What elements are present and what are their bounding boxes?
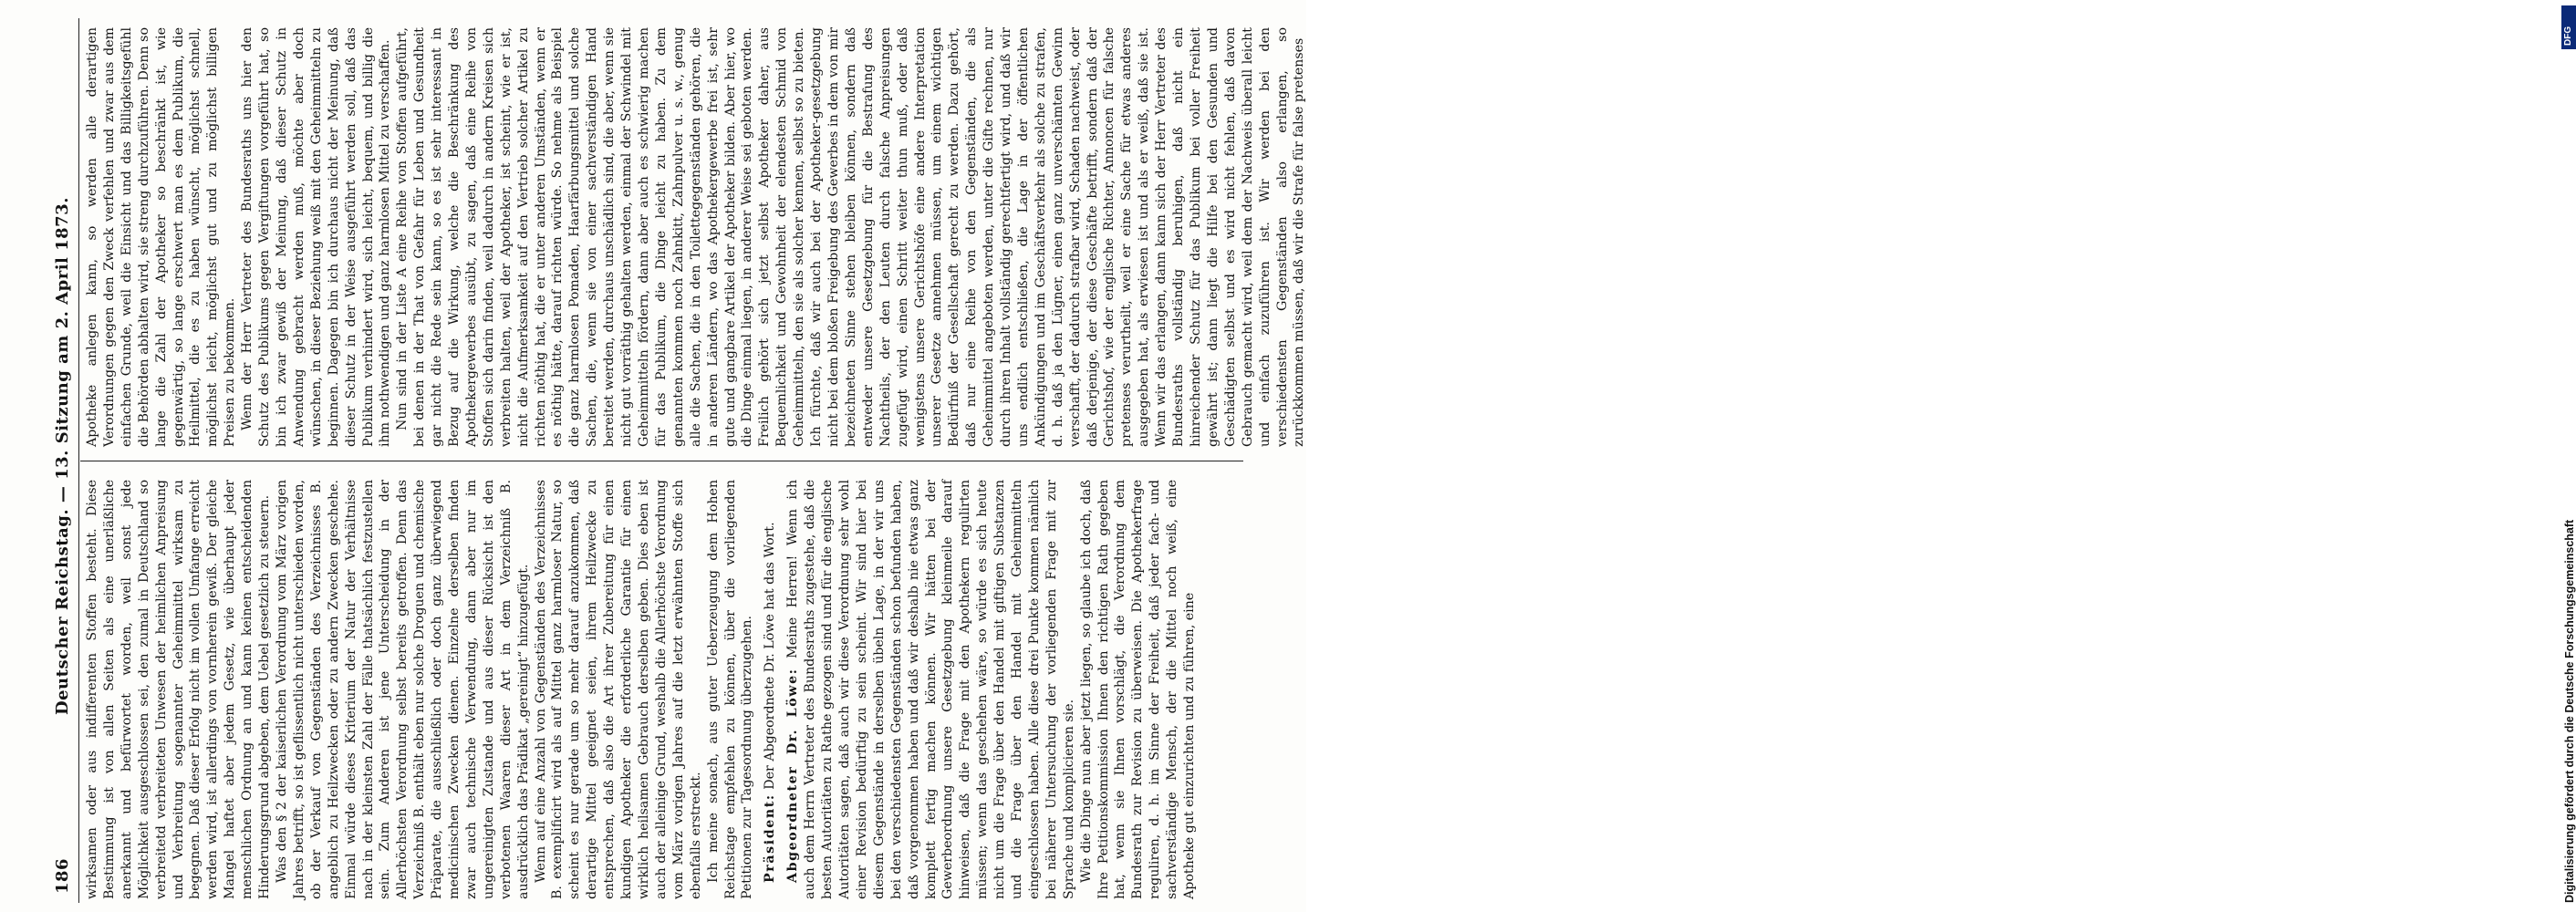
paragraph bbox=[239, 27, 394, 447]
paragraph bbox=[705, 480, 757, 899]
digitization-strip bbox=[1273, 0, 2576, 912]
paragraph-text: Wie die Dinge nun aber jetzt liegen, so glaube ich doch, daß Ihre Petitionskommission Ihnen den richtigen Rath gegeben hat, wenn sie Ihnen vorschlägt, die Verordnung dem Bundesrath zur Revision zu überweisen. Die Apothekerfrage reguliren, d. h. im Sinne der Freiheit, daß jeder fach- und sachverständige Mensch, der die Mittel noch weiß, eine Apotheke gut einzurichten und zu führen, eine bbox=[1078, 480, 1198, 899]
paragraph bbox=[274, 480, 533, 899]
paragraph-text: Ich meine sonach, aus guter Ueberzeugung dem Hohen Reichstage empfehlen zu können, über die vorliegenden Petitionen zur Tagesordnung überzugehen. bbox=[705, 480, 755, 899]
left-text-column bbox=[84, 480, 1233, 899]
running-title: Deutscher Reichstag. — 13. Sitzung am 2. April 1873. bbox=[53, 197, 72, 715]
dfg-logo: DFG bbox=[2561, 5, 2576, 49]
paragraph bbox=[394, 27, 1308, 447]
paragraph bbox=[762, 480, 779, 899]
paragraph bbox=[784, 480, 1077, 899]
paragraph-text: Nun sind in der Liste A eine Reihe von Stoffen aufgeführt, bei denen in der That von Gefahr für Leben und Gesundheit gar nicht die Rede sein kann, so es ist sehr interessant in Bezug auf die Wirkung, welche die Beschränkung des Apothekergewerbes ausübt, zu sagen, daß eine Reihe von Stoffen sich darin finden, weil dadurch in andern Kreisen sich verbreiten halten, weil der Apotheker, ist scheint, wie er ist, nicht die Aufmerksamkeit auf den Vertrieb solcher Artikel zu richten nöthig hat, die er unter anderen Umständen, wenn er es nöthig hätte, darauf richten würde. So nehme als Beispiel die ganz harmlosen Pomaden, Haarfärbungsmittel und solche Sachen, die, wenn sie von einer sachverständigen Hand bereitet werden, durchaus unschädlich sind, die aber, wenn sie nicht gut vorräthig gehalten werden, einmal der Schwindel mit Geheimmitteln fördern, dann aber auch es schwierig machen für das Publikum, die Dinge leicht zu haben. Zu dem genannten kommen noch Zahnkitt, Zahnpulver u. s. w., genug alle die Sachen, die in den Toilettegegenständen gehören, die in anderen Ländern, wo das Apothekergewerbe frei ist, sehr gute und gangbare Artikel der Apotheker bilden. Aber hier, wo die Dinge einmal liegen, in anderer Weise sei geboten werden. Freilich gehört sich jetzt selbst Apotheker daher, aus Bequemlichkeit und Gewohnheit der elendesten Schmid von Geheimmitteln, den sie als solcher kennen, selbst so zu bieten. Ich fürchte, daß wir auch bei der Apotheker-gesetzgebung nicht bei dem bloßen Freigebung des Gewerbes in dem von mir bezeichneten Sinne stehen bleiben können, sondern daß entweder unsere Gesetzgebung für die Bestrafung des Nachtheils, der den Leuten durch falsche Anpreisungen zugefügt wird, einen Schritt weiter thun muß, oder daß wenigstens unsere Gerichtshöfe eine andere Interpretation unserer Gesetze annehmen müssen, um einem wichtigen Bedürfniß der Gesellschaft gerecht zu werden. Dazu gehört, daß nur eine Reihe von den Gegenständen, die als Geheimmittel angeboten werden, unter die Gifte rechnen, nur durch ihren Inhalt vollständig gerechtfertigt wird, und daß wir uns endlich entschließen, die Lage in der öffentlichen Ankündigungen und im Geschäftsverkehr als solche zu strafen, d. h. daß ja den Lügner, einen ganz unverschämten Gewinn verschafft, der dadurch strafbar wird, Schaden nachweist, oder daß derjenige, der diese Geschäfte betrifft, sondern daß der Gerichtshof, wie der englische Richter, Annoncen für falsche pretenses verurtheilt, weil er eine Sache für etwas anderes ausgegeben hat, als erwiesen ist und als er weiß, daß sie ist. Wenn wir das erlangen, dann kann sich der Herr Vertreter des Bundesraths vollständig beruhigen, daß nicht ein hinreichender Schutz für das Publikum bei voller Freiheit gewährt ist; dann liegt die Hilfe bei den Gesunden und Geschädigten selbst und es wird nicht fehlen, daß davon Gebrauch gemacht wird, weil dem der Nachweis überall leicht und einfach zuzuführen ist. Wir werden bei den verschiedensten Gegenständen also erlangen, so zurückkommen müssen, daß wir die Strafe für false pretenses bbox=[395, 27, 1307, 447]
paragraph-text: Meine Herren! Wenn ich auch dem Herrn Vertreter des Bundesraths zugestehe, daß die besten Autoritäten zu Rathe gezogen sind und für die englische Autoritäten sagen, daß auch wir diese Verordnung sehr wohl einer Revision bedürftig zu sein scheint. Wir sind hier bei diesem Gegenstände in derselben übeln Lage, in der wir uns bei den verschiedensten Gegenständen schon befunden haben, daß vorgenommen haben und daß wir deshalb nie etwas ganz komplett fertig machen können. Wir hätten bei der Gewerbeordnung unsere Gesetzgebung kleinmeile darauf hinweisen, daß die Frage mit den Apothekern regulirten müssen; wenn das geschehen wäre, so würde es sich heute nicht um die Frage über den Handel mit giftigen Substanzen und die Frage über den Handel mit Geheimmitteln eingeschlossen haben. Alle diese drei Punkte kommen nämlich bei näherer Untersuchung der vorliegenden Frage mit zur Sprache und komplicieren sie. bbox=[785, 480, 1076, 899]
header-rule bbox=[78, 18, 79, 903]
page-number: 186 bbox=[53, 857, 72, 894]
page-header bbox=[53, 18, 77, 894]
paragraph-text: Apotheke anlegen kann, so werden alle derartigen Verordnungen gegen den Zweck verfehlen und zwar aus dem einfachen Grunde, weil die Einsicht und das Billigkeitsgefühl die Behörden abhalten wird, sie streng durchzuführen. Denn so lange die Zahl der Apotheker so beschränkt ist, wie gegenwärtig, so lange erschwert man es dem Publikum, die Heilmittel, die es zu haben wünscht, möglichst schnell, möglichst leicht, möglichst gut und zu möglichst billigen Preisen zu bekommen. bbox=[85, 27, 238, 447]
paragraph bbox=[84, 480, 274, 899]
paragraph-text: Der Abgeordnete Dr. Löwe hat das Wort. bbox=[763, 522, 778, 794]
paragraph-text: wirksamen oder aus indifferenten Stoffen besteht. Diese Bestimmung ist von allen Seiten als eine unerläßliche anerkannt und befürwortet worden, weil sonst jede Möglichkeit ausgeschlossen sei, den zumal in Deutschland so verbreitetd verbreiteten Unwesen der heimlichen Anpreisung und Verbreitung sogenannter Geheimmittel wirksam zu begegnen. Daß dieser Erfolg nicht im vollen Umfange erreicht werden wird, ist allerdings von vornherein gewiß. Der gleiche Mangel haftet aber jedem Gesetz, wie überhaupt jeder menschlichen Ordnung an und kann keinen entscheidenden Hinderungsgrund abgeben, dem Uebel gesetzlich zu steuern. bbox=[85, 480, 273, 899]
paragraph-text: Wenn auf eine Anzahl von Gegenständen des Verzeichnisses B. exemplificirt wird als auf Mittel ganz harmloser Natur, so scheint es nur gerade um so mehr darauf anzukommen, daß derartige Mittel geeignet seien, ihrem Heilzwecke zu entsprechen, daß also die Art ihrer Zubereitung für einen kundigen Apotheker die erforderliche Garantie für einen wirklich heilsamen Gebrauch derselben geben. Dies eben ist auch der alleinige Grund, weshalb die Allerhöchste Verordnung vom März vorigen Jahres auf die letzt erwähnten Stoffe sich ebenfalls erstreckt. bbox=[533, 480, 703, 899]
paragraph bbox=[533, 480, 705, 899]
speaker-label: Präsident: bbox=[763, 793, 778, 883]
digitization-note: Digitalisierung gefördert durch die Deutsche Forschungsgemeinschaft bbox=[2563, 519, 2576, 903]
paragraph-text: Wenn der Herr Vertreter des Bundesraths uns hier den Schutz des Publikums gegen Vergiftungen vorgeführt hat, so bin ich zwar gewiß der Meinung, daß dieser Schutz in Anwendung gebracht werden muß, möchte aber doch wünschen, in dieser Beziehung weiß mit den Geheimmitteln zu beginnen. Dagegen bin ich durchaus nicht der Meinung, daß dieser Schutz in der Weise ausgeführt werden soll, daß das Publikum verhindert wird, sich leicht, bequem, und billig die ihm nothwendigen und ganz harmlosen Mittel zu verschaffen. bbox=[240, 27, 393, 447]
paragraph bbox=[84, 27, 239, 447]
speaker-label: Abgeordneter Dr. Löwe: bbox=[785, 668, 801, 883]
right-text-column bbox=[84, 27, 1307, 447]
paragraph-text: Was den § 2 der kaiserlichen Verordnung vom März vorigen Jahres betrifft, so ist geflissentlich nicht unterschieden worden, ob der Verkauf von Gegenständen des Verzeichnisses B. angeblich zu Heilzwecken oder zu andern Zwecken geschehe. Einmal würde dieses Kriterium der Natur der Verhältnisse nach in der kleinsten Zahl der Fälle thatsächlich festzustellen sein. Zum Anderen ist jene Unterscheidung in der Allerhöchsten Verordnung selbst bereits getroffen. Denn das Verzeichniß B. enthält eben nur solche Droguen und chemische Präparate, die ausschließlich oder doch ganz überwiegend medicinischen Zwecken dienen. Einzelne derselben finden zwar auch technische Verwendung, dann aber nur im ungereinigten Zustande und aus dieser Rücksicht ist den verbotenen Waaren dieser Art in dem Verzeichniß B. ausdrücklich das Prädikat „gereinigt“ hinzugefügt. bbox=[274, 480, 531, 899]
paragraph bbox=[1078, 480, 1199, 899]
